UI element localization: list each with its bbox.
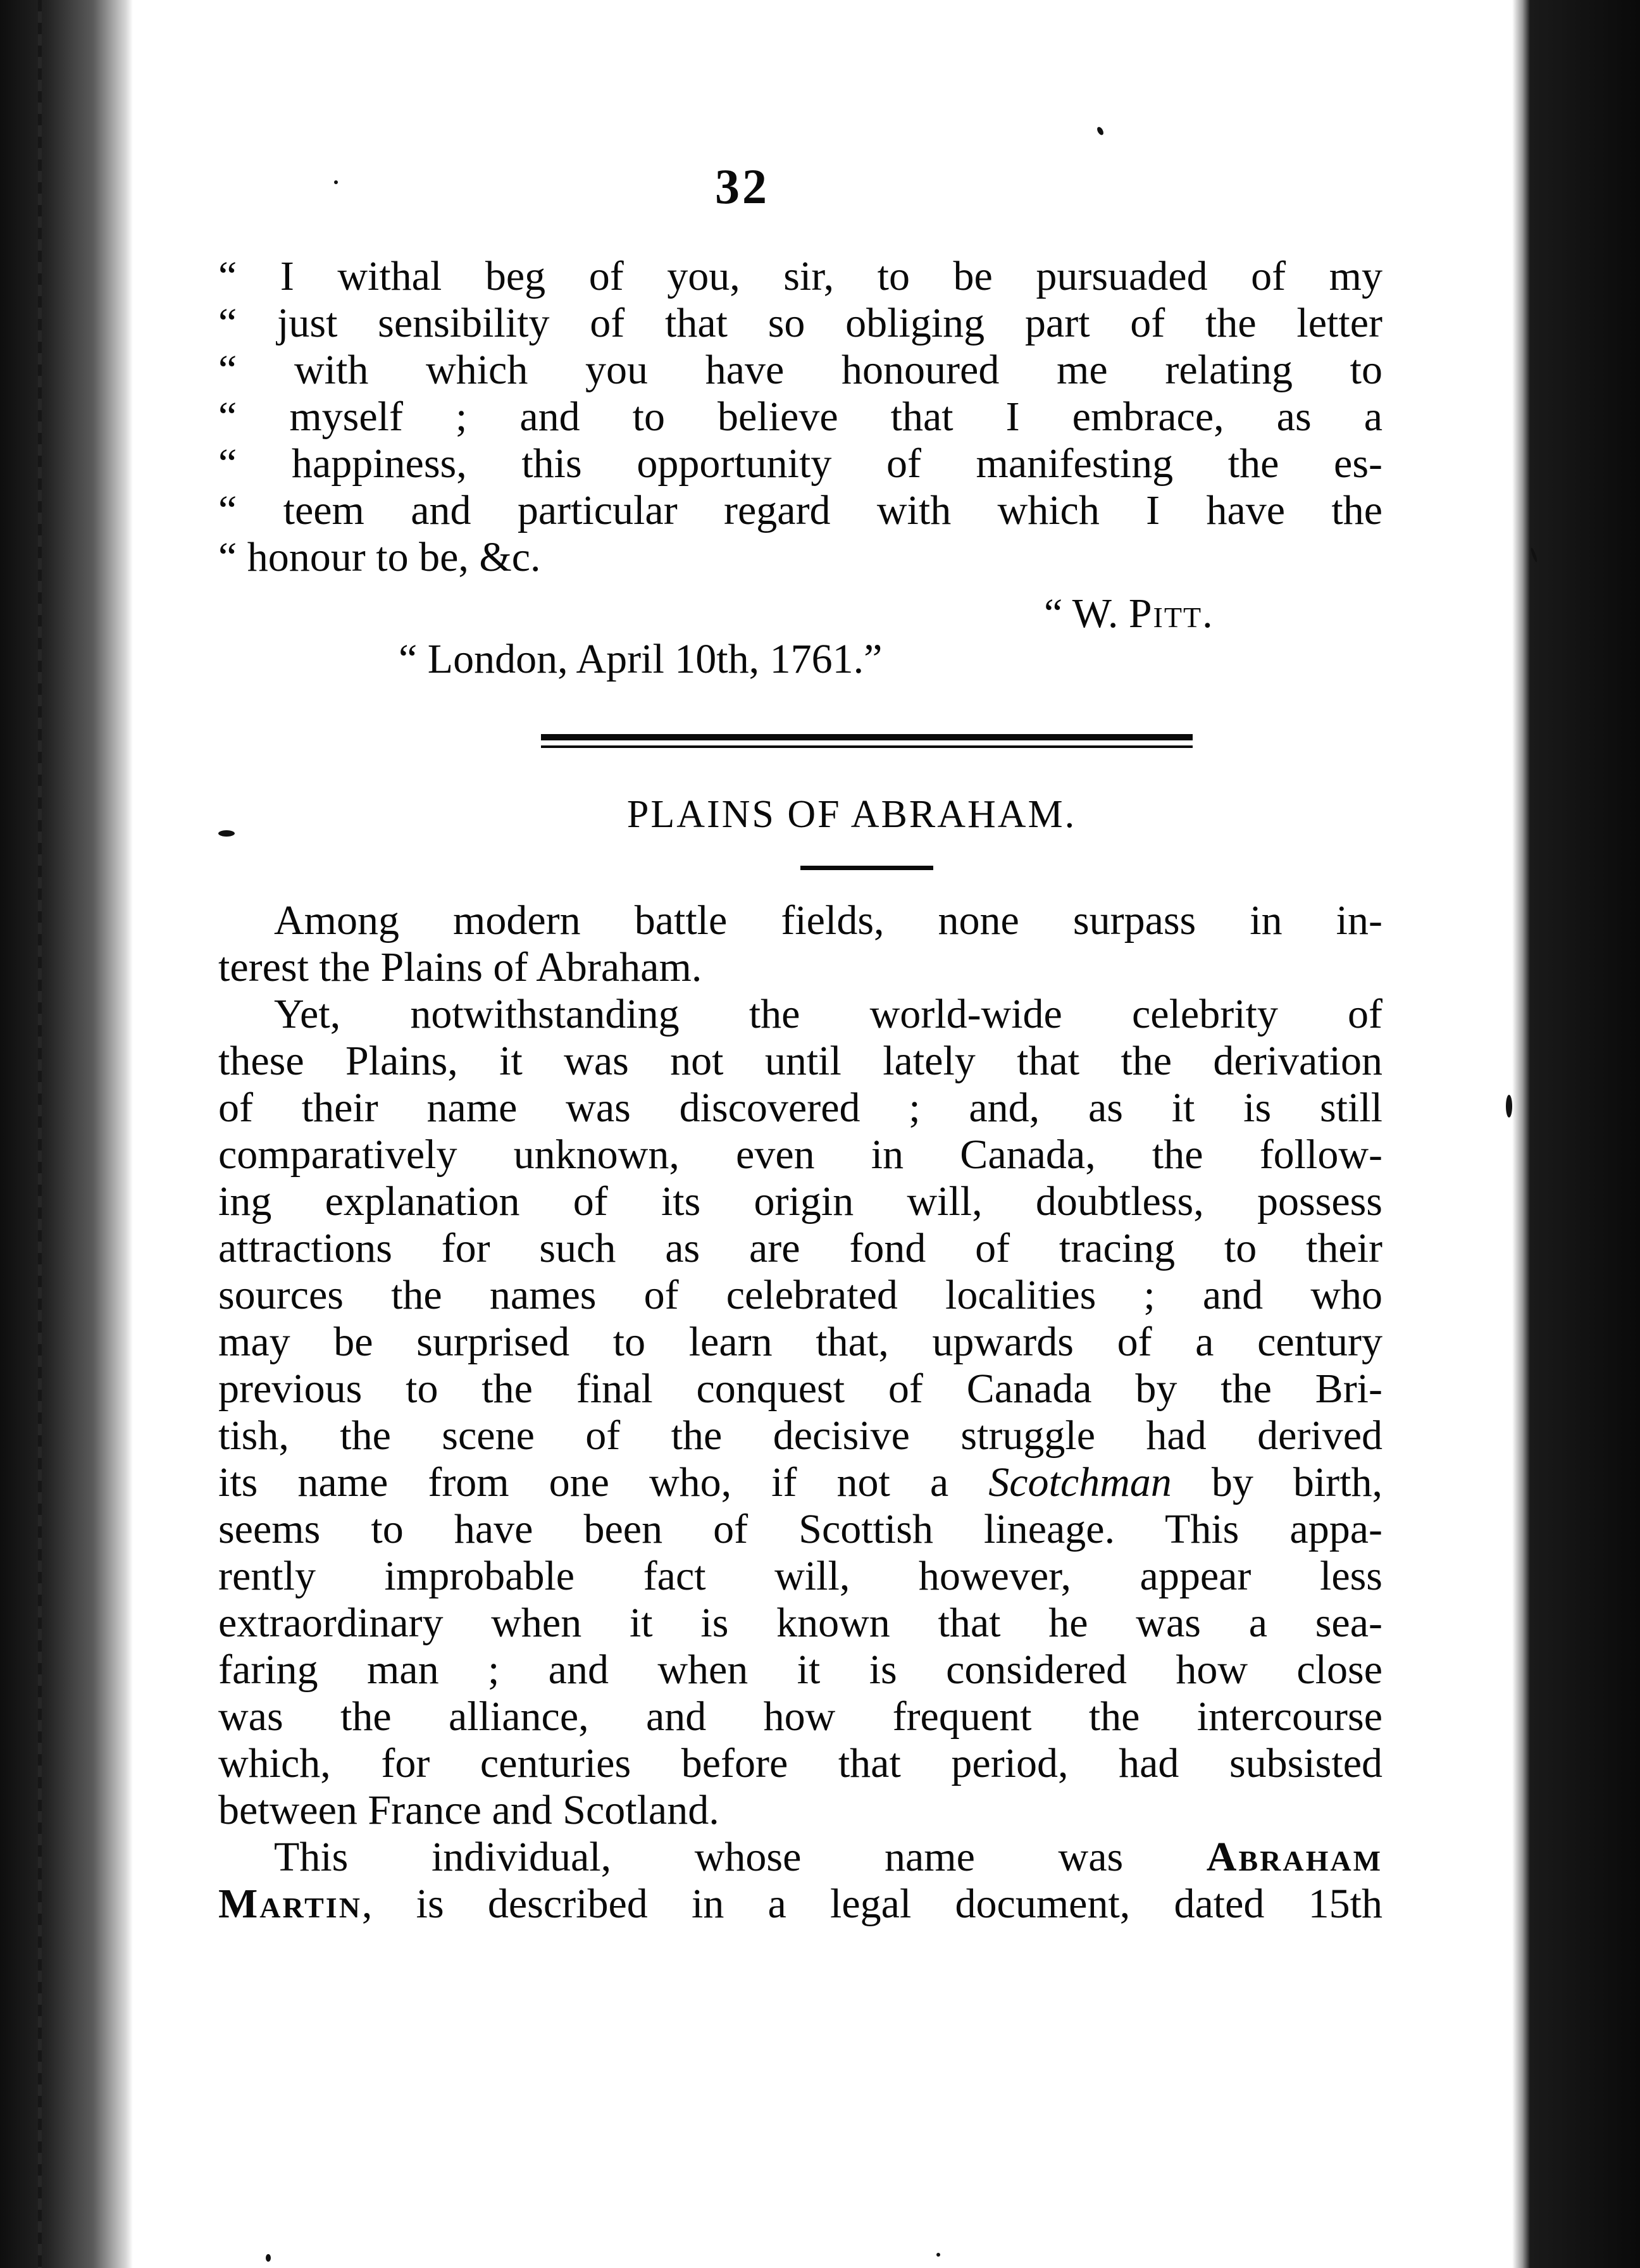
letter-line: “ honour to be, &c. <box>218 534 541 580</box>
body-line: of their name was discovered ; and, as it is still <box>218 1085 1382 1131</box>
page-number: 32 <box>715 159 769 214</box>
title-underline <box>800 866 933 870</box>
section-title: PLAINS OF ABRAHAM. <box>626 793 1077 836</box>
italic-word: Scotchman <box>988 1459 1172 1505</box>
section-divider-thin <box>541 745 1193 748</box>
letter-line: “ I withal beg of you, sir, to be pursuaded of my <box>218 253 1382 299</box>
letter-signature <box>1044 590 1214 638</box>
body-line: which, for centuries before that period, had subsisted <box>218 1740 1382 1786</box>
body-line: previous to the final conquest of Canada by the Bri- <box>218 1366 1382 1412</box>
body-text <box>218 897 1382 1928</box>
body-line: attractions for such as are fond of tracing to their <box>218 1225 1382 1271</box>
body-line: between France and Scotland. <box>218 1787 719 1833</box>
body-line: was the alliance, and how frequent the intercourse <box>218 1693 1382 1740</box>
scan-speck <box>1506 1095 1512 1118</box>
body-line-segment: , is described in a legal document, dated 15th <box>361 1881 1382 1927</box>
letter-line: “ just sensibility of that so obliging part of the letter <box>218 300 1382 346</box>
body-line: these Plains, it was not until lately that the derivation <box>218 1038 1382 1084</box>
letter-line: “ with which you have honoured me relating to <box>218 347 1382 393</box>
signature-prefix: “ W. <box>1044 590 1129 637</box>
letter-dateline: “ London, April 10th, 1761.” <box>399 636 883 682</box>
book-binding-left <box>0 0 133 2268</box>
letter-excerpt <box>218 253 1382 581</box>
body-line: faring man ; and when it is considered how close <box>218 1647 1382 1693</box>
scan-speck <box>936 2253 940 2257</box>
body-line: extraordinary when it is known that he was a sea- <box>218 1600 1382 1646</box>
letter-line: “ happiness, this opportunity of manifesting the es- <box>218 440 1382 487</box>
scan-speck <box>218 830 235 837</box>
body-line <box>218 1459 1382 1506</box>
letter-line: “ myself ; and to believe that I embrace, as a <box>218 394 1382 440</box>
body-line: sources the names of celebrated localities ; and who <box>218 1272 1382 1318</box>
body-line: terest the Plains of Abraham. <box>218 944 702 990</box>
body-line <box>218 1881 1382 1928</box>
body-line-segment: by birth, <box>1171 1459 1383 1505</box>
body-line: ing explanation of its origin will, doubtless, possess <box>218 1178 1382 1224</box>
body-line: comparatively unknown, even in Canada, the follow- <box>218 1131 1382 1178</box>
page-edge-right <box>1512 0 1640 2268</box>
scan-speck <box>266 2254 271 2262</box>
body-line <box>218 1834 1382 1881</box>
body-line: Among modern battle fields, none surpass in in- <box>274 897 1382 944</box>
body-line: may be surprised to learn that, upwards of a century <box>218 1319 1382 1365</box>
body-line: tish, the scene of the decisive struggle had derived <box>218 1412 1382 1459</box>
signature-name: Pitt. <box>1128 590 1214 637</box>
small-caps-name: Martin <box>218 1881 362 1927</box>
body-line-segment: This individual, whose name was <box>274 1834 1207 1880</box>
body-line: rently improbable fact will, however, appear less <box>218 1553 1382 1599</box>
body-line: Yet, notwithstanding the world-wide celebrity of <box>274 991 1382 1037</box>
body-line-segment: its name from one who, if not a <box>218 1459 989 1505</box>
body-line: seems to have been of Scottish lineage. This appa- <box>218 1506 1382 1552</box>
scan-speck <box>334 180 338 184</box>
section-divider-thick <box>541 734 1193 740</box>
letter-line: “ teem and particular regard with which I have the <box>218 487 1382 533</box>
small-caps-name: Abraham <box>1206 1834 1382 1880</box>
